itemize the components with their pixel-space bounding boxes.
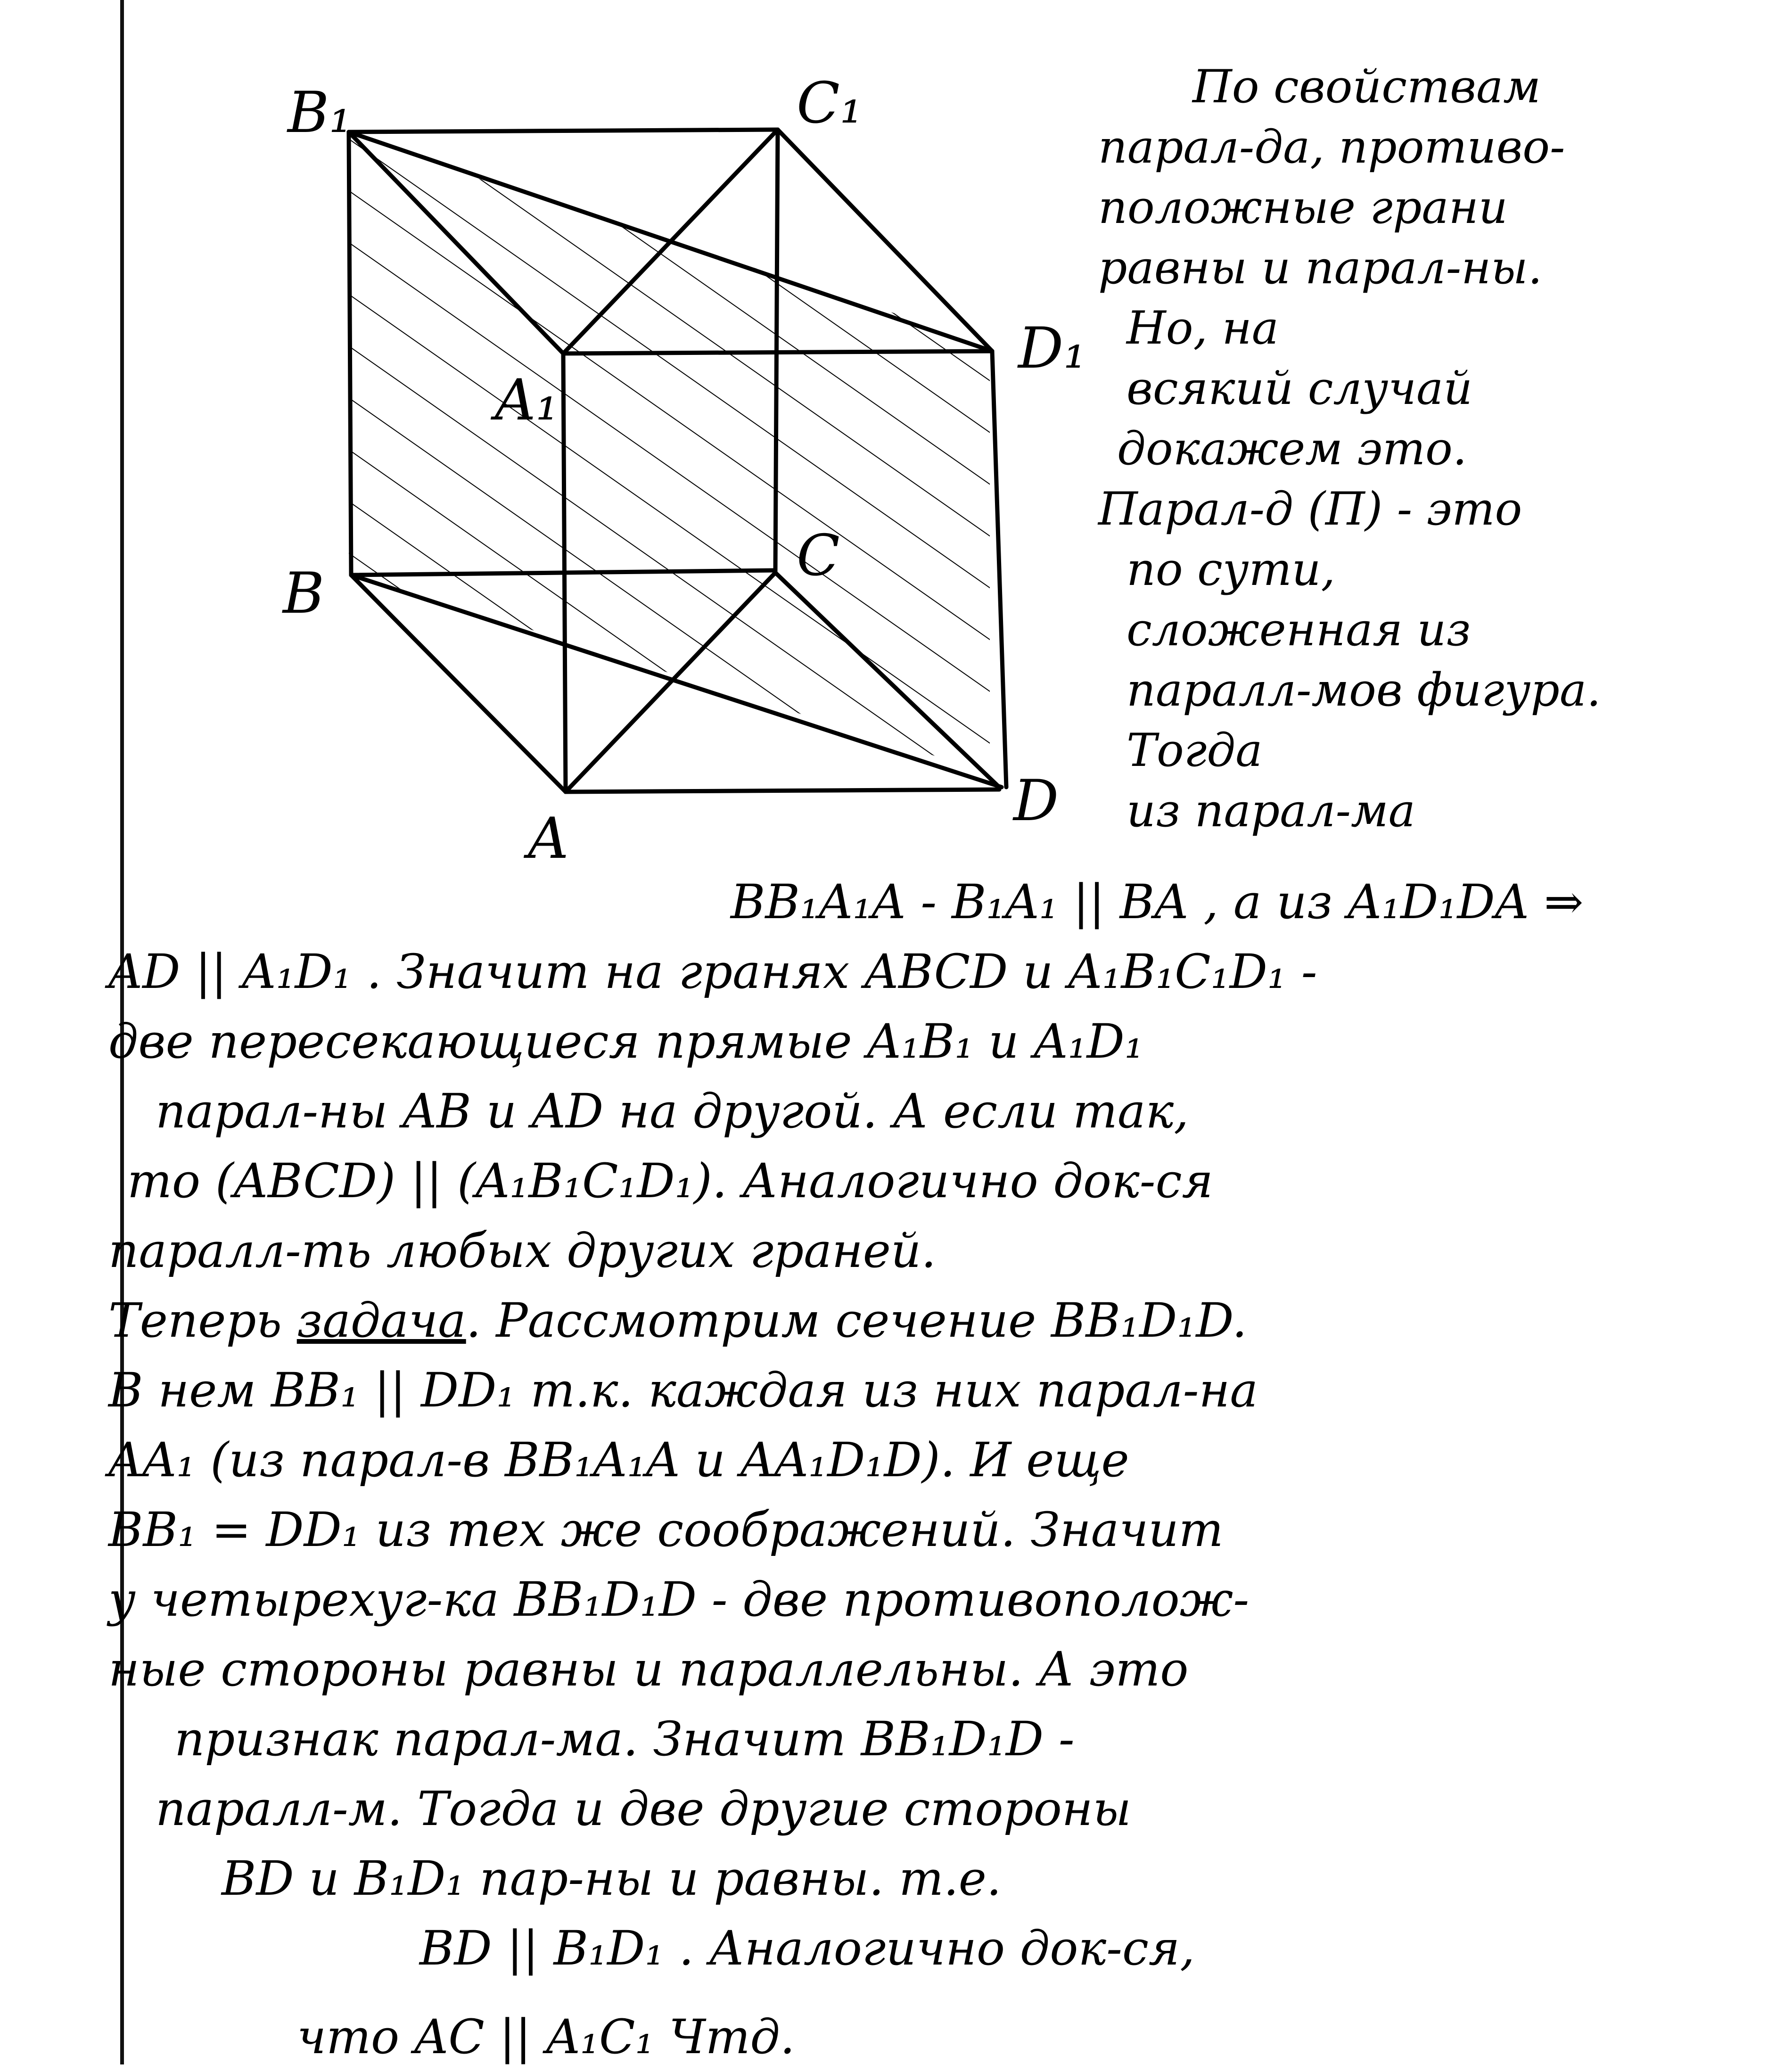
- task-heading: задача: [296, 1293, 466, 1348]
- proof-line: парал-ны AB и AD на другой. А если так,: [156, 1084, 1189, 1139]
- side-note-line: Парал-д (П) - это: [1098, 483, 1522, 535]
- proof-line: две пересекающиеся прямые A₁B₁ и A₁D₁: [108, 1014, 1143, 1069]
- proof-line: AA₁ (из парал-в BB₁A₁A и AA₁D₁D). И еще: [108, 1432, 1129, 1488]
- side-note-line: докажем это.: [1117, 422, 1467, 475]
- proof-line: BD || B₁D₁ . Аналогично док-ся,: [419, 1921, 1195, 1976]
- side-note-line: парал-да, противо-: [1098, 121, 1565, 173]
- edge-d1d: [992, 351, 1006, 787]
- label-b1: B₁: [288, 80, 352, 146]
- label-b: B: [283, 561, 325, 626]
- proof-line: признак парал-ма. Значит BB₁D₁D -: [174, 1711, 1075, 1767]
- proof-line: BB₁ = DD₁ из тех же соображений. Значит: [108, 1502, 1224, 1557]
- proof-line: BB₁A₁A - B₁A₁ || BA , а из A₁D₁DA ⇒: [731, 874, 1584, 929]
- proof-line: что AC || A₁C₁ Чтд.: [297, 2009, 795, 2064]
- label-a: A: [528, 806, 569, 858]
- edge-b1b: [349, 132, 351, 575]
- proof-line: паралл-ть любых других граней.: [108, 1223, 937, 1278]
- side-note-line: паралл-мов фигура.: [1126, 664, 1601, 716]
- proof-line: BD и B₁D₁ пар-ны и равны. т.е.: [222, 1851, 1002, 1906]
- proof-line: AD || A₁D₁ . Значит на гранях ABCD и A₁B₁C₁D₁ -: [108, 944, 1317, 999]
- proof-line: то (ABCD) || (A₁B₁C₁D₁). Аналогично док-ся: [127, 1153, 1213, 1209]
- proof-line: [108, 1286, 1749, 1356]
- side-note-line: по сути,: [1126, 543, 1335, 596]
- parallelepiped-diagram: [264, 80, 1112, 858]
- side-note-line: всякий случай: [1126, 362, 1473, 415]
- label-c1: C₁: [797, 80, 863, 136]
- proof-line-suffix: . Рассмотрим сечение BB₁D₁D.: [466, 1293, 1247, 1348]
- edge-a1a: [563, 354, 566, 792]
- side-note-line: Тогда: [1126, 724, 1263, 777]
- side-note-line: равны и парал-ны.: [1098, 241, 1543, 294]
- side-note-line: Но, на: [1126, 302, 1279, 354]
- edge-b1c1: [349, 130, 778, 132]
- side-note-line: сложенная из: [1126, 603, 1471, 656]
- side-note-line: из парал-ма: [1126, 784, 1415, 837]
- proof-line: у четырехуг-ка BB₁D₁D - две противополож-: [108, 1572, 1250, 1627]
- label-c: C: [797, 523, 840, 589]
- proof-line: паралл-м. Тогда и две другие стороны: [156, 1781, 1132, 1836]
- label-d: D: [1013, 768, 1059, 834]
- label-d1: D₁: [1018, 316, 1086, 381]
- label-a1: A₁: [495, 368, 559, 433]
- edge-ad: [566, 789, 999, 792]
- side-note-line: положные грани: [1098, 181, 1508, 234]
- diagram-svg: [264, 80, 1112, 858]
- side-note-line: По свойствам: [1192, 60, 1541, 113]
- proof-line-prefix: Теперь: [108, 1293, 297, 1348]
- proof-line: ные стороны равны и параллельны. А это: [108, 1642, 1189, 1697]
- side-note: [1098, 57, 1749, 841]
- proof-text: [108, 867, 1749, 2072]
- proof-line: В нем BB₁ || DD₁ т.к. каждая из них парал-на: [108, 1363, 1258, 1418]
- edge-a1d1: [563, 351, 992, 354]
